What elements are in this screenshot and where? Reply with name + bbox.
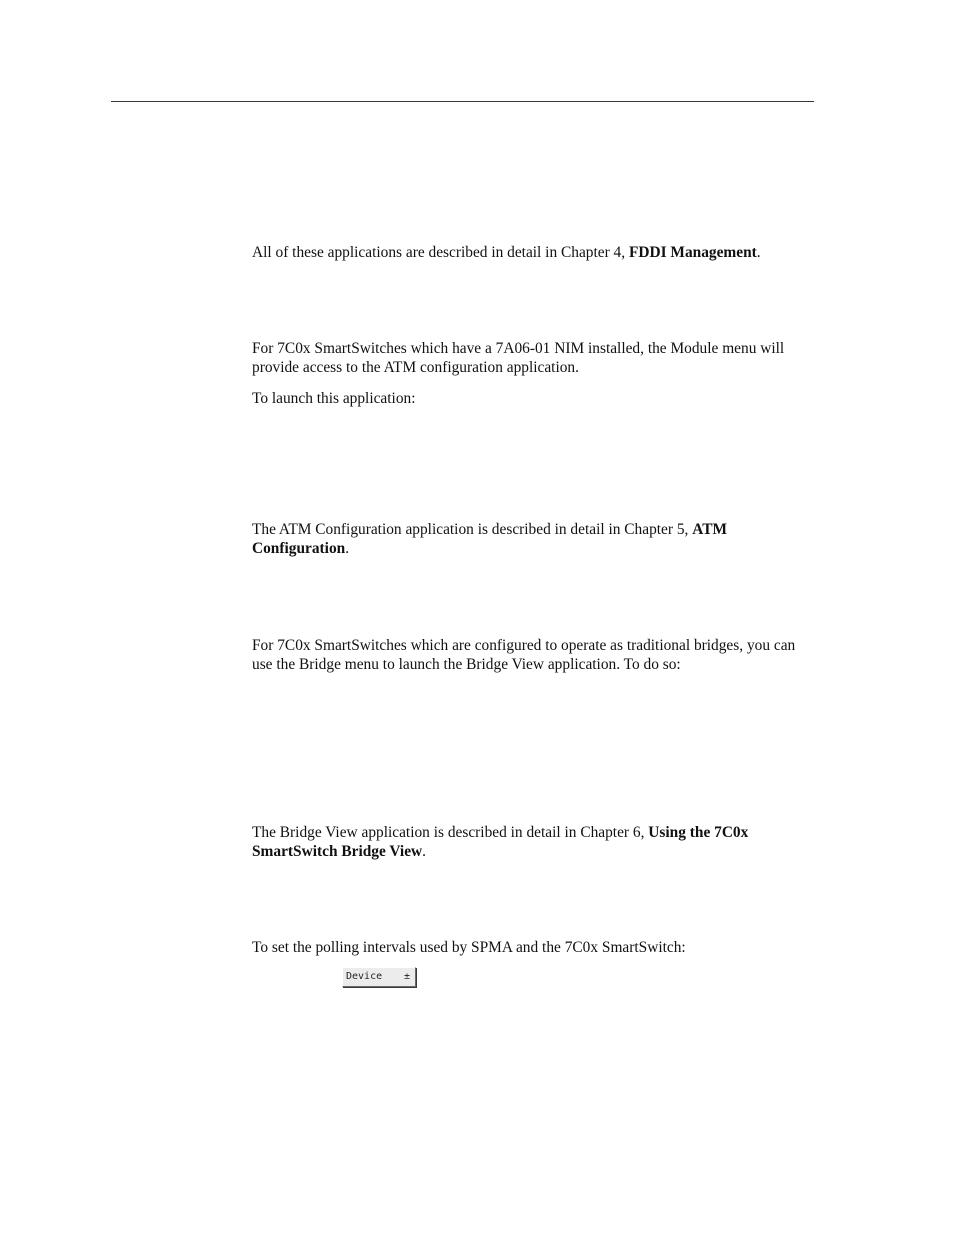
header-rule: [111, 101, 814, 102]
device-button-label: Device: [346, 971, 383, 982]
fddi-chapter-title: FDDI Management: [628, 244, 757, 261]
atm-chapter-title: ATM Configuration: [252, 521, 728, 557]
fddi-reference-paragraph: All of these applications are described in detail in Chapter 4, FDDI Management.: [252, 244, 761, 261]
atm-reference-paragraph: The ATM Configuration application is described in detail in Chapter 5, ATM Configuration.: [252, 521, 728, 557]
launch-instruction: To launch this application:: [252, 390, 416, 407]
atm-intro-paragraph: For 7C0x SmartSwitches which have a 7A06-01 NIM installed, the Module menu will provide access to the ATM configuration application.: [252, 340, 785, 376]
device-menu-button[interactable]: [342, 967, 416, 987]
bridge-reference-paragraph: The Bridge View application is described in detail in Chapter 6, Using the 7C0x SmartSwitch Bridge View.: [252, 824, 749, 860]
bridge-chapter-title: Using the 7C0x SmartSwitch Bridge View: [252, 824, 749, 860]
bridge-intro-paragraph: For 7C0x SmartSwitches which are configured to operate as traditional bridges, you can use the Bridge menu to launch the Bridge View application. To do so:: [252, 637, 796, 673]
menu-arrow-icon: ±: [403, 971, 410, 982]
polling-instruction: To set the polling intervals used by SPMA and the 7C0x SmartSwitch:: [252, 939, 686, 956]
